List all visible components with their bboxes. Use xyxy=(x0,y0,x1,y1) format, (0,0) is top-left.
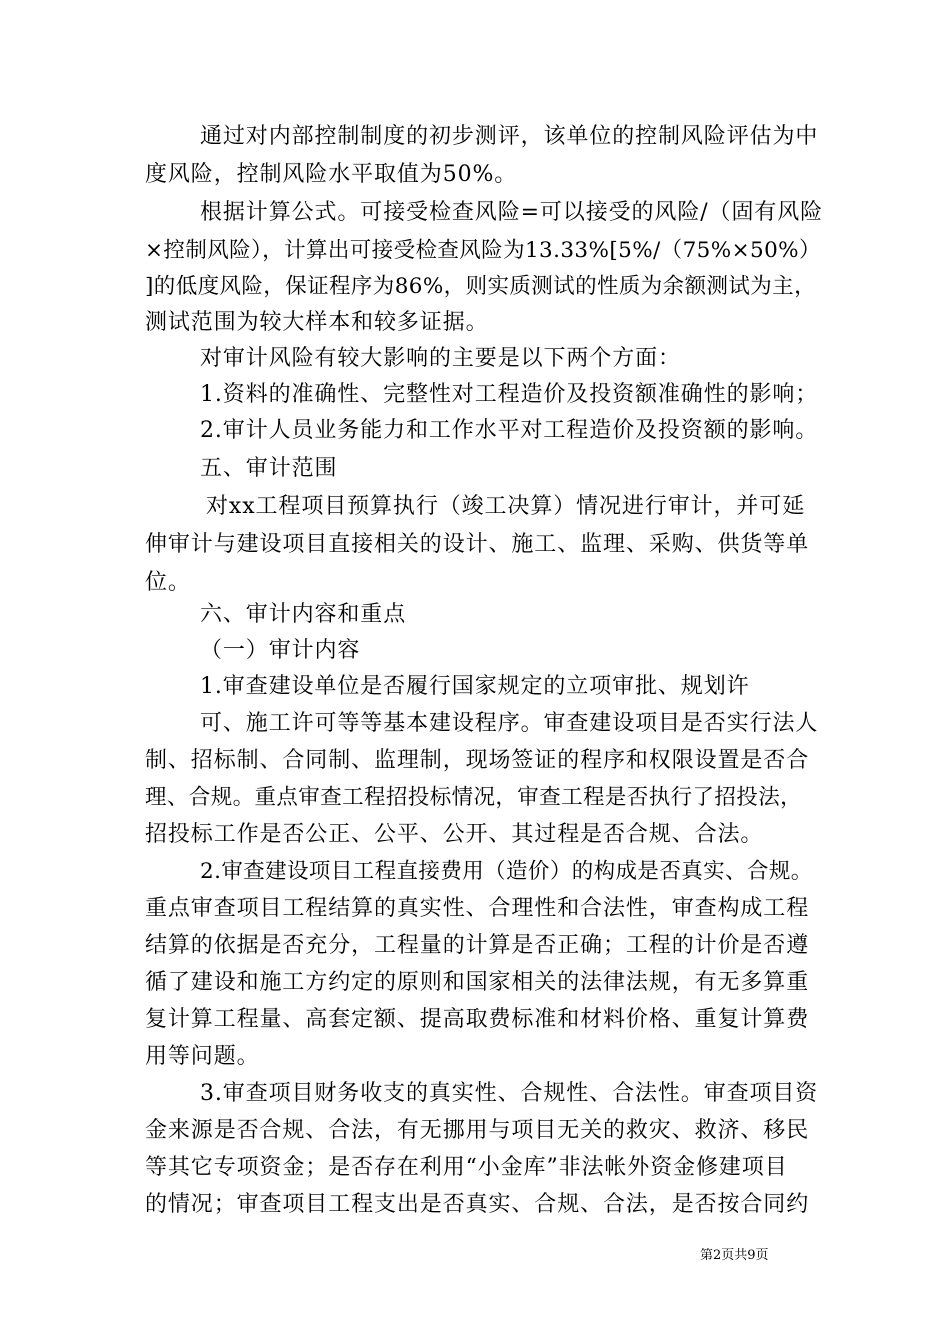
paragraph-line: 伸审计与建设项目直接相关的设计、施工、监理、采购、供货等单 xyxy=(145,532,810,557)
paragraph-line: 的情况；审查项目工程支出是否真实、合规、合法，是否按合同约 xyxy=(145,1192,810,1217)
paragraph-line: 可、施工许可等等基本建设程序。审查建设项目是否实行法人 xyxy=(200,711,819,736)
section-heading: 五、审计范围 xyxy=(200,456,338,481)
paragraph-line: 循了建设和施工方约定的原则和国家相关的法律法规，有无多算重 xyxy=(145,970,810,995)
list-item: 1.审查建设单位是否履行国家规定的立项审批、规划许 xyxy=(200,674,750,699)
section-heading: 六、审计内容和重点 xyxy=(200,602,407,627)
paragraph-line: 通过对内部控制制度的初步测评，该单位的控制风险评估为中 xyxy=(200,124,819,149)
paragraph-line: 用等问题。 xyxy=(145,1044,260,1069)
list-item: 1.资料的准确性、完整性对工程造价及投资额准确性的影响； xyxy=(200,382,819,407)
paragraph-line: 位。 xyxy=(145,570,191,595)
list-item: 2.审查建设项目工程直接费用（造价）的构成是否真实、合规。 xyxy=(200,859,813,884)
subsection-heading: （一）审计内容 xyxy=(200,638,361,663)
list-item: 3.审查项目财务收支的真实性、合规性、合法性。审查项目资 xyxy=(200,1081,819,1106)
paragraph-line: 重点审查项目工程结算的真实性、合理性和合法性，审查构成工程 xyxy=(145,896,810,921)
paragraph-line: 理、合规。重点审查工程招投标情况，审查工程是否执行了招投法， xyxy=(145,785,803,810)
list-item: 2.审计人员业务能力和工作水平对工程造价及投资额的影响。 xyxy=(200,418,819,443)
paragraph-line: 对xx工程项目预算执行（竣工决算）情况进行审计，并可延 xyxy=(206,494,806,519)
paragraph-line: 等其它专项资金；是否存在利用“小金库”非法帐外资金修建项目 xyxy=(145,1155,788,1180)
paragraph-line: 制、招标制、合同制、监理制，现场签证的程序和权限设置是否合 xyxy=(145,748,810,773)
paragraph-line: 结算的依据是否充分，工程量的计算是否正确；工程的计价是否遵 xyxy=(145,933,810,958)
page-number: 第2页共9页 xyxy=(700,1248,769,1263)
paragraph-line: 对审计风险有较大影响的主要是以下两个方面： xyxy=(200,346,681,371)
paragraph-line: 金来源是否合规、合法，有无挪用与项目无关的救灾、救济、移民 xyxy=(145,1118,810,1143)
paragraph-line: 根据计算公式。可接受检查风险=可以接受的风险/（固有风险 xyxy=(200,200,824,225)
paragraph-line: ]的低度风险，保证程序为86%，则实质测试的性质为余额测试为主， xyxy=(145,274,816,299)
paragraph-line: 复计算工程量、高套定额、提高取费标准和材料价格、重复计算费 xyxy=(145,1007,810,1032)
paragraph-line: ×控制风险），计算出可接受检查风险为13.33%[5%/（75%×50%） xyxy=(145,238,821,263)
paragraph-line: 测试范围为较大样本和较多证据。 xyxy=(145,310,489,335)
paragraph-line: 招投标工作是否公正、公平、公开、其过程是否合规、合法。 xyxy=(145,822,764,847)
paragraph-line: 度风险，控制风险水平取值为50%。 xyxy=(145,162,518,187)
